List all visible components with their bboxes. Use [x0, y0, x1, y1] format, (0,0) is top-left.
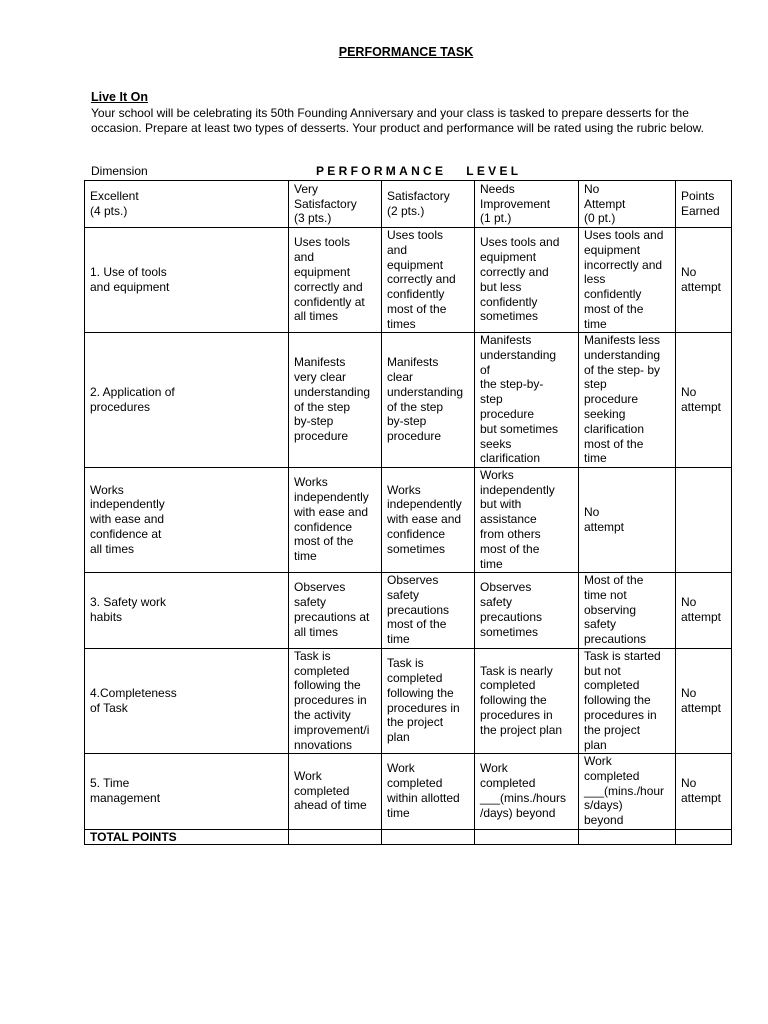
- row-very-satisfactory: Manifests very clear understanding of the step by-step procedure: [289, 332, 382, 467]
- table-row: [85, 228, 732, 333]
- intro-paragraph: Your school will be celebrating its 50th Founding Anniversary and your class is tasked to prepare desserts for the occasion. Prepare at least two types of desserts. Your product and performance will be rated using the rubric below.: [91, 106, 705, 135]
- performance-level-label: PERFORMANCE LEVEL: [316, 164, 522, 178]
- header-row: [85, 181, 732, 228]
- header-excellent: Excellent (4 pts.): [85, 181, 289, 228]
- section-heading: Live It On: [91, 90, 148, 104]
- row-points-earned: No attempt: [676, 228, 732, 333]
- dimension-label: Dimension: [91, 164, 148, 178]
- page-title: PERFORMANCE TASK: [338, 45, 474, 59]
- row-needs-improvement: Task is nearly completed following the procedures in the project plan: [475, 648, 579, 753]
- table-row: [85, 753, 732, 829]
- row-satisfactory: Task is completed following the procedures in the project plan: [382, 648, 475, 753]
- total-points-label: TOTAL POINTS: [85, 829, 289, 845]
- total-row: [85, 829, 732, 845]
- row-dimension: 5. Time management: [85, 753, 289, 829]
- row-satisfactory: Works independently with ease and confidence sometimes: [382, 467, 475, 572]
- total-cell: [475, 829, 579, 845]
- row-satisfactory: Work completed within allotted time: [382, 753, 475, 829]
- row-dimension: 4.Completeness of Task: [85, 648, 289, 753]
- row-no-attempt: Uses tools and equipment incorrectly and less confidently most of the time: [579, 228, 676, 333]
- row-no-attempt: Task is started but not completed following the procedures in the project plan: [579, 648, 676, 753]
- header-points-earned: Points Earned: [676, 181, 732, 228]
- total-cell: [382, 829, 475, 845]
- header-satisfactory: Satisfactory (2 pts.): [382, 181, 475, 228]
- row-dimension: 3. Safety work habits: [85, 572, 289, 648]
- table-row: [85, 467, 732, 572]
- row-points-earned: No attempt: [676, 572, 732, 648]
- row-very-satisfactory: Observes safety precautions at all times: [289, 572, 382, 648]
- row-very-satisfactory: Works independently with ease and confidence most of the time: [289, 467, 382, 572]
- row-dimension: 2. Application of procedures: [85, 332, 289, 467]
- row-dimension: 1. Use of tools and equipment: [85, 228, 289, 333]
- row-needs-improvement: Observes safety precautions sometimes: [475, 572, 579, 648]
- row-needs-improvement: Manifests understanding of the step-by- step procedure but sometimes seeks clarification: [475, 332, 579, 467]
- row-satisfactory: Observes safety precautions most of the time: [382, 572, 475, 648]
- table-row: [85, 572, 732, 648]
- header-no-attempt: No Attempt (0 pt.): [579, 181, 676, 228]
- table-row: [85, 648, 732, 753]
- row-points-earned: No attempt: [676, 753, 732, 829]
- row-no-attempt: Manifests less understanding of the step- by step procedure seeking clarification most of the time: [579, 332, 676, 467]
- row-satisfactory: Manifests clear understanding of the step by-step procedure: [382, 332, 475, 467]
- row-needs-improvement: Works independently but with assistance from others most of the time: [475, 467, 579, 572]
- row-needs-improvement: Uses tools and equipment correctly and but less confidently sometimes: [475, 228, 579, 333]
- row-no-attempt: Most of the time not observing safety precautions: [579, 572, 676, 648]
- row-very-satisfactory: Work completed ahead of time: [289, 753, 382, 829]
- row-no-attempt: No attempt: [579, 467, 676, 572]
- header-very-satisfactory: Very Satisfactory (3 pts.): [289, 181, 382, 228]
- total-cell: [289, 829, 382, 845]
- header-needs-improvement: Needs Improvement (1 pt.): [475, 181, 579, 228]
- row-no-attempt: Work completed ___(mins./hour s/days) beyond: [579, 753, 676, 829]
- row-points-earned: No attempt: [676, 648, 732, 753]
- row-points-earned: [676, 467, 732, 572]
- row-satisfactory: Uses tools and equipment correctly and confidently most of the times: [382, 228, 475, 333]
- table-row: [85, 332, 732, 467]
- total-cell: [579, 829, 676, 845]
- row-needs-improvement: Work completed ___(mins./hours /days) beyond: [475, 753, 579, 829]
- row-dimension: Works independently with ease and confidence at all times: [85, 467, 289, 572]
- row-very-satisfactory: Task is completed following the procedures in the activity improvement/i nnovations: [289, 648, 382, 753]
- total-points-value: [676, 829, 732, 845]
- row-points-earned: No attempt: [676, 332, 732, 467]
- row-very-satisfactory: Uses tools and equipment correctly and confidently at all times: [289, 228, 382, 333]
- rubric-table: [84, 180, 732, 845]
